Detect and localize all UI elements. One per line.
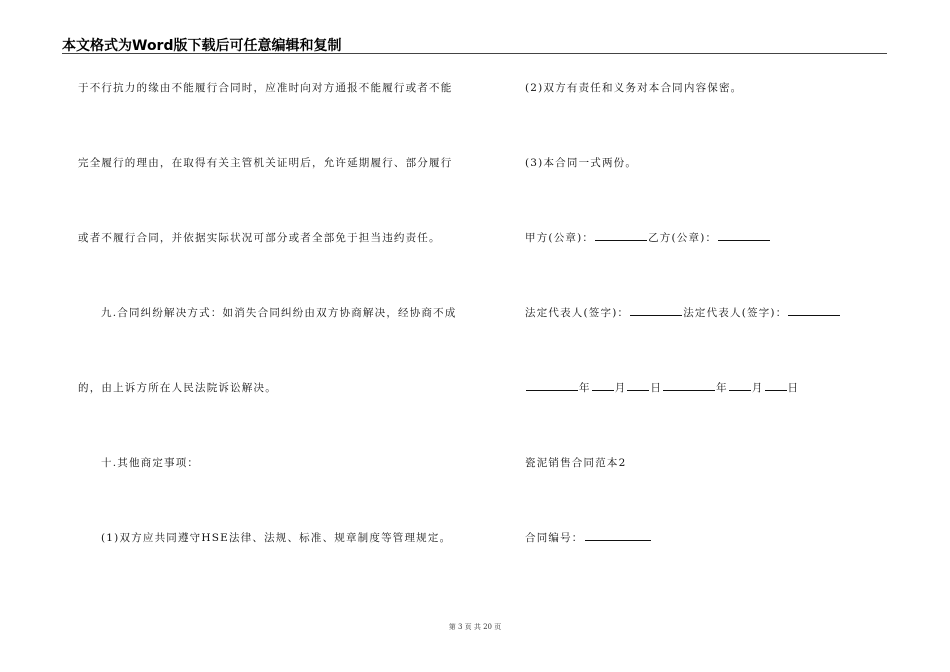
left-line-4: 九.合同纠纷解决方式：如消失合同纠纷由双方协商解决，经协商不成 (101, 307, 457, 319)
date-b-year-label: 年 (716, 382, 728, 394)
contract-number-blank (585, 530, 651, 541)
party-a-blank (595, 230, 647, 241)
party-signature-line (525, 230, 771, 245)
left-line-6: 十.其他商定事项： (101, 457, 200, 469)
rep-b-label: 法定代表人(签字)： (683, 307, 788, 319)
rep-a-blank (630, 305, 682, 316)
left-line-5: 的，由上诉方所在人民法院诉讼解决。 (78, 382, 277, 394)
header-title: 本文格式为Word版下载后可任意编辑和复制 (62, 38, 342, 54)
right-line-2: (3)本合同一式两份。 (525, 157, 638, 169)
page-number: 第 3 页 共 20 页 (448, 623, 502, 631)
left-line-7: (1)双方应共同遵守HSE法律、法规、标准、规章制度等管理规定。 (101, 532, 452, 544)
contract-number-line (525, 530, 652, 545)
date-a-month-blank (592, 380, 614, 391)
representative-signature-line (525, 305, 841, 320)
party-a-label: 甲方(公章)： (525, 232, 595, 244)
date-b-day-label: 日 (787, 382, 800, 394)
date-b-month-blank (729, 380, 751, 391)
date-a-year-label: 年 (579, 382, 591, 394)
header-divider (62, 53, 887, 54)
date-a-day-label: 日 (650, 382, 663, 394)
date-line (525, 380, 799, 395)
rep-a-label: 法定代表人(签字)： (525, 307, 630, 319)
section-title: 瓷泥销售合同范本2 (525, 457, 627, 469)
date-a-year-blank (526, 380, 578, 391)
left-line-3: 或者不履行合同，并依据实际状况可部分或者全部免于担当违约责任。 (78, 232, 441, 244)
date-a-month-label: 月 (614, 382, 627, 394)
party-b-label: 乙方(公章)： (648, 232, 718, 244)
date-b-day-blank (765, 380, 787, 391)
date-b-year-blank (663, 380, 715, 391)
party-b-blank (718, 230, 770, 241)
right-line-1: (2)双方有责任和义务对本合同内容保密。 (525, 82, 743, 94)
left-line-2: 完全履行的理由，在取得有关主管机关证明后，允许延期履行、部分履行 (78, 157, 453, 169)
rep-b-blank (788, 305, 840, 316)
date-a-day-blank (627, 380, 649, 391)
left-line-1: 于不行抗力的缘由不能履行合同时，应准时向对方通报不能履行或者不能 (78, 82, 453, 94)
contract-number-label: 合同编号： (525, 532, 584, 544)
date-b-month-label: 月 (751, 382, 764, 394)
